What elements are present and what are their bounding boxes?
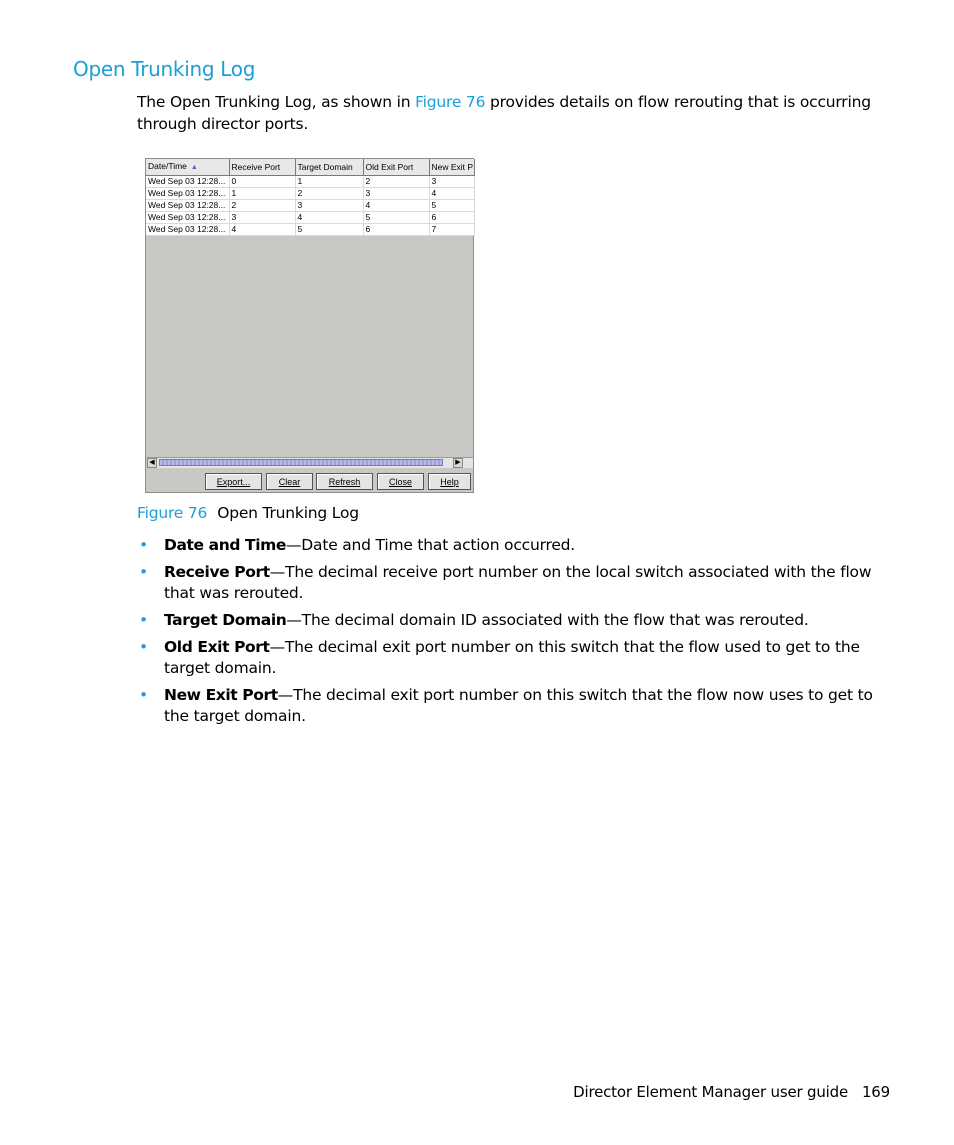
cell-target-domain: 5 <box>295 224 363 236</box>
definition-text: —The decimal exit port number on this switch that the flow now uses to get to the target domain. <box>164 686 873 725</box>
page-number: 169 <box>861 1083 890 1101</box>
figure-label: Figure 76 <box>137 504 208 522</box>
list-item <box>137 562 897 604</box>
cell-new-exit-port: 6 <box>429 212 474 224</box>
definition-text: —Date and Time that action occurred. <box>285 536 576 554</box>
cell-receive-port: 0 <box>229 176 295 188</box>
column-header-receive-port[interactable]: Receive Port <box>229 159 295 176</box>
bullet-icon: • <box>139 536 148 554</box>
close-button[interactable]: Close <box>377 473 424 490</box>
log-table-area <box>146 159 473 456</box>
cell-date-time: Wed Sep 03 12:28... <box>146 224 229 236</box>
cell-new-exit-port: 4 <box>429 188 474 200</box>
cell-old-exit-port: 6 <box>363 224 429 236</box>
help-button[interactable]: Help <box>428 473 471 490</box>
cell-receive-port: 2 <box>229 200 295 212</box>
bullet-icon: • <box>139 638 148 656</box>
table-row[interactable] <box>146 200 474 212</box>
figure-title: Open Trunking Log <box>217 504 359 522</box>
table-header-row <box>146 159 474 176</box>
scroll-right-arrow-icon[interactable]: ▶ <box>453 458 463 468</box>
column-header-date-time[interactable]: Date/Time ▲ <box>146 159 229 176</box>
cell-receive-port: 3 <box>229 212 295 224</box>
definition-term: Date and Time <box>164 536 286 554</box>
definition-term: Target Domain <box>164 611 287 629</box>
cell-old-exit-port: 4 <box>363 200 429 212</box>
intro-text-end: provides details on flow rerouting that is occurring through director ports. <box>137 93 871 133</box>
cell-receive-port: 1 <box>229 188 295 200</box>
figure-76-link[interactable]: Figure 76 <box>415 93 486 111</box>
list-item <box>137 685 897 727</box>
cell-date-time: Wed Sep 03 12:28... <box>146 188 229 200</box>
cell-new-exit-port: 5 <box>429 200 474 212</box>
table-row[interactable] <box>146 212 474 224</box>
page-footer <box>573 1083 890 1101</box>
table-row[interactable] <box>146 176 474 188</box>
list-item <box>137 535 897 556</box>
bullet-icon: • <box>139 563 148 581</box>
cell-date-time: Wed Sep 03 12:28... <box>146 176 229 188</box>
column-header-new-exit-port[interactable]: New Exit P <box>429 159 474 176</box>
log-table <box>146 159 475 236</box>
horizontal-scrollbar[interactable] <box>147 457 473 468</box>
table-row[interactable] <box>146 224 474 236</box>
footer-guide-title: Director Element Manager user guide <box>573 1083 848 1101</box>
cell-target-domain: 2 <box>295 188 363 200</box>
table-row[interactable] <box>146 188 474 200</box>
cell-target-domain: 3 <box>295 200 363 212</box>
cell-receive-port: 4 <box>229 224 295 236</box>
intro-paragraph <box>137 91 897 135</box>
cell-new-exit-port: 7 <box>429 224 474 236</box>
definition-term: New Exit Port <box>164 686 278 704</box>
section-title: Open Trunking Log <box>73 57 256 81</box>
refresh-button[interactable]: Refresh <box>316 473 373 490</box>
list-item <box>137 610 897 631</box>
cell-date-time: Wed Sep 03 12:28... <box>146 200 229 212</box>
intro-text-start: The Open Trunking Log, as shown in <box>137 93 416 111</box>
definition-term: Receive Port <box>164 563 270 581</box>
list-item <box>137 637 897 679</box>
cell-target-domain: 4 <box>295 212 363 224</box>
scroll-left-arrow-icon[interactable]: ◀ <box>147 458 157 468</box>
sort-ascending-icon: ▲ <box>190 164 198 171</box>
export-button[interactable]: Export... <box>205 473 262 490</box>
cell-old-exit-port: 2 <box>363 176 429 188</box>
definition-list <box>137 535 897 733</box>
bullet-icon: • <box>139 686 148 704</box>
cell-date-time: Wed Sep 03 12:28... <box>146 212 229 224</box>
column-header-old-exit-port[interactable]: Old Exit Port <box>363 159 429 176</box>
cell-new-exit-port: 3 <box>429 176 474 188</box>
dialog-button-row <box>146 473 473 491</box>
definition-term: Old Exit Port <box>164 638 270 656</box>
open-trunking-log-dialog <box>145 158 474 493</box>
definition-text: —The decimal exit port number on this switch that the flow used to get to the target domain. <box>164 638 860 677</box>
column-header-target-domain[interactable]: Target Domain <box>295 159 363 176</box>
cell-old-exit-port: 3 <box>363 188 429 200</box>
clear-button[interactable]: Clear <box>266 473 313 490</box>
scrollbar-thumb[interactable] <box>159 459 443 466</box>
definition-text: —The decimal domain ID associated with the flow that was rerouted. <box>286 611 809 629</box>
definition-text: —The decimal receive port number on the local switch associated with the flow that was rerouted. <box>164 563 872 602</box>
figure-caption <box>137 504 359 522</box>
cell-old-exit-port: 5 <box>363 212 429 224</box>
bullet-icon: • <box>139 611 148 629</box>
cell-target-domain: 1 <box>295 176 363 188</box>
